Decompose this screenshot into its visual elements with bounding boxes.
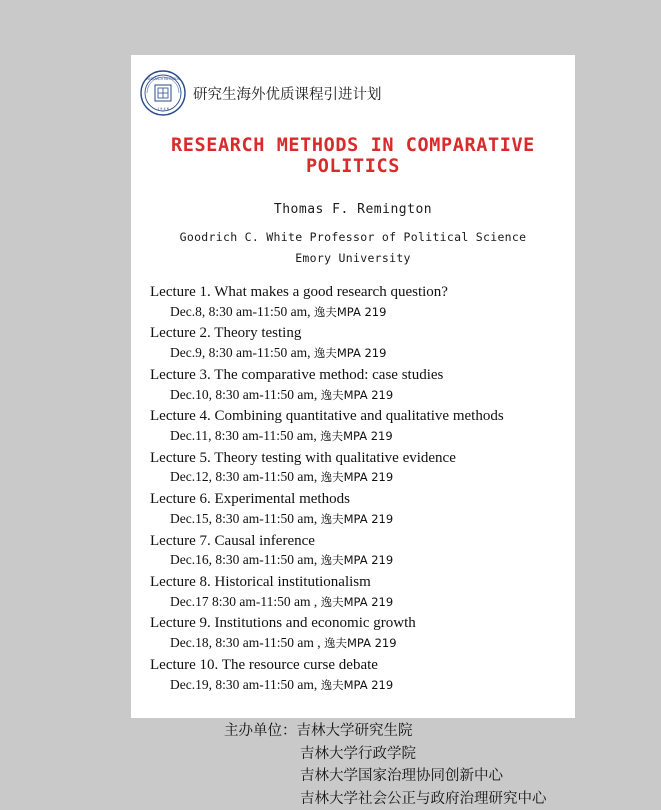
- program-title: 研究生海外优质课程引进计划: [193, 86, 382, 103]
- lecture-venue: 逸夫MPA 219: [320, 553, 394, 568]
- lecture-title: Lecture 1. What makes a good research question?: [150, 284, 448, 300]
- lecture-schedule: [150, 593, 575, 612]
- lecture-schedule: [150, 510, 575, 529]
- svg-text:1 9 4 6: 1 9 4 6: [157, 107, 169, 111]
- organizers-first-line: [224, 720, 575, 742]
- list-item: [150, 283, 575, 321]
- page-title: RESEARCH METHODS IN COMPARATIVE POLITICS: [171, 135, 535, 177]
- lecture-datetime: Dec.12, 8:30 am-11:50 am,: [170, 469, 321, 485]
- poster-page: [131, 55, 575, 807]
- lecture-title: Lecture 5. Theory testing with qualitative evidence: [150, 449, 456, 466]
- speaker-affiliation-institution: Emory University: [295, 251, 411, 265]
- list-item: [150, 449, 575, 487]
- lecture-schedule: [150, 427, 575, 446]
- lecture-schedule: [150, 386, 575, 405]
- lecture-schedule: [150, 634, 575, 653]
- list-item: [150, 407, 575, 445]
- organizer-name: 吉林大学研究生院: [296, 723, 413, 740]
- lecture-datetime: Dec.15, 8:30 am-11:50 am,: [170, 510, 321, 526]
- lecture-title: Lecture 3. The comparative method: case studies: [150, 366, 444, 383]
- lecture-venue: 逸夫MPA 219: [323, 636, 397, 651]
- speaker-affiliation-title: Goodrich C. White Professor of Political Science: [179, 230, 527, 244]
- lecture-title: Lecture 6. Experimental methods: [150, 491, 350, 508]
- organizer-name: 吉林大学国家治理协同创新中心: [300, 768, 503, 785]
- list-item: [150, 573, 575, 611]
- lecture-list: [131, 283, 575, 694]
- poster-header: [131, 55, 575, 117]
- jilin-university-seal-icon: [139, 69, 187, 117]
- list-item: [150, 490, 575, 528]
- lecture-datetime: Dec.8, 8:30 am-11:50 am,: [170, 303, 314, 319]
- lecture-schedule: [150, 551, 575, 570]
- list-item: [150, 656, 575, 694]
- lecture-datetime: Dec.16, 8:30 am-11:50 am,: [170, 552, 321, 568]
- organizer-name: 吉林大学行政学院: [300, 745, 416, 762]
- lecture-venue: 逸夫MPA 219: [320, 594, 394, 609]
- lecture-title: Lecture 4. Combining quantitative and qualitative methods: [150, 408, 504, 425]
- lecture-datetime: Dec.9, 8:30 am-11:50 am,: [170, 345, 314, 361]
- speaker-name: Thomas F. Remington: [273, 202, 433, 217]
- lecture-venue: 逸夫MPA 219: [320, 511, 394, 526]
- list-item: [150, 366, 575, 404]
- list-item: [150, 324, 575, 362]
- svg-text:RESEARCH METHODS: RESEARCH METHODS: [146, 77, 180, 81]
- lecture-schedule: [150, 303, 575, 322]
- lecture-schedule: [150, 344, 575, 363]
- organizers-block: [131, 720, 575, 810]
- lecture-title: Lecture 7. Causal inference: [150, 532, 315, 549]
- lecture-datetime: Dec.19, 8:30 am-11:50 am,: [170, 676, 321, 692]
- lecture-schedule: [150, 676, 575, 695]
- lecture-venue: 逸夫MPA 219: [313, 304, 387, 319]
- lecture-venue: 逸夫MPA 219: [320, 470, 394, 485]
- list-item: [150, 532, 575, 570]
- lecture-datetime: Dec.10, 8:30 am-11:50 am,: [170, 386, 321, 402]
- lecture-datetime: Dec.11, 8:30 am-11:50 am,: [170, 428, 321, 444]
- lecture-title: Lecture 9. Institutions and economic growth: [150, 615, 416, 632]
- lecture-venue: 逸夫MPA 219: [320, 677, 394, 692]
- lecture-title: Lecture 10. The resource curse debate: [150, 656, 378, 673]
- lecture-venue: 逸夫MPA 219: [313, 346, 387, 361]
- lecture-title: Lecture 8. Historical institutionalism: [150, 573, 371, 590]
- list-item: [150, 614, 575, 652]
- lecture-datetime: Dec.18, 8:30 am-11:50 am ,: [170, 635, 324, 651]
- lecture-schedule: [150, 468, 575, 487]
- organizer-name: 吉林大学社会公正与政府治理研究中心: [300, 790, 547, 807]
- organizers-label: 主办单位：: [224, 723, 297, 740]
- lecture-venue: 逸夫MPA 219: [320, 429, 393, 444]
- lecture-datetime: Dec.17 8:30 am-11:50 am ,: [170, 593, 321, 609]
- lecture-venue: 逸夫MPA 219: [320, 387, 394, 402]
- lecture-title: Lecture 2. Theory testing: [150, 325, 302, 342]
